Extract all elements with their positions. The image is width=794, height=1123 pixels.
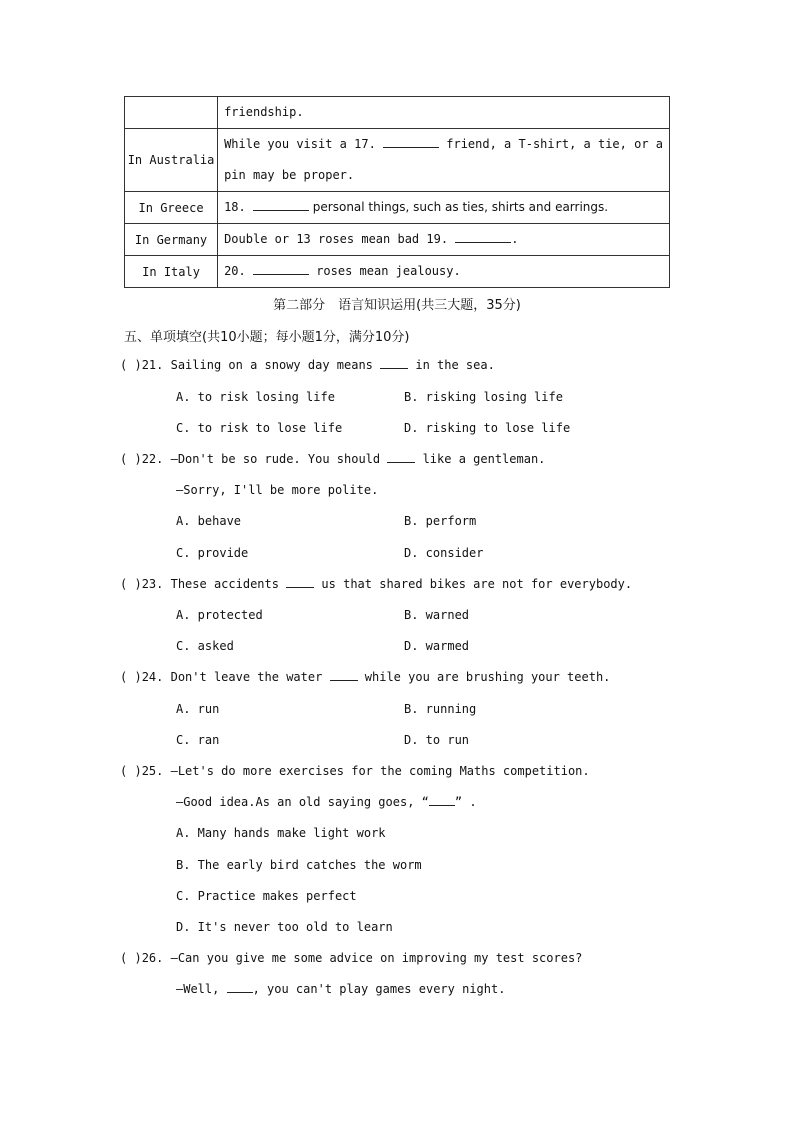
option-b: B. perform	[404, 514, 477, 528]
country-cell: In Italy	[125, 256, 218, 288]
option-a: A. behave	[176, 514, 242, 528]
dialogue-line: —Well, , you can't play games every night.	[176, 982, 506, 996]
table-row	[125, 256, 670, 288]
option-b: B. The early bird catches the worm	[176, 858, 422, 872]
answer-blank	[429, 795, 455, 806]
question-22: ( )22. —Don't be so rude. You should like a gentleman.	[120, 452, 546, 466]
option-d: D. risking to lose life	[404, 421, 571, 435]
country-cell	[125, 97, 218, 129]
option-a: A. protected	[176, 608, 263, 622]
content-cell: friendship.	[218, 97, 670, 129]
content-cell: While you visit a 17. friend, a T-shirt, a tie, or a pin may be proper.	[218, 129, 670, 192]
country-cell: In Germany	[125, 224, 218, 256]
option-b: B. running	[404, 702, 477, 716]
option-a: A. run	[176, 702, 220, 716]
question-23: ( )23. These accidents us that shared bikes are not for everybody.	[120, 577, 633, 591]
content-cell: 20. roses mean jealousy.	[218, 256, 670, 288]
dialogue-line: —Good idea.As an old saying goes, “ ” .	[176, 795, 477, 809]
answer-blank	[227, 982, 253, 993]
answer-blank	[253, 200, 309, 211]
option-d: D. to run	[404, 733, 470, 747]
option-d: D. warmed	[404, 639, 470, 653]
answer-blank	[383, 137, 439, 148]
answer-blank	[330, 670, 358, 681]
content-cell: 18. personal things, such as ties, shirts and earrings.	[218, 192, 670, 224]
option-a: A. to risk losing life	[176, 390, 335, 404]
answer-blank	[286, 577, 314, 588]
option-d: D. consider	[404, 546, 484, 560]
table-row	[125, 224, 670, 256]
question-21: ( )21. Sailing on a snowy day means in the sea.	[120, 358, 495, 372]
option-c: C. asked	[176, 639, 234, 653]
dialogue-line: —Sorry, I'll be more polite.	[176, 483, 379, 497]
table-row	[125, 97, 670, 129]
option-c: C. Practice makes perfect	[176, 889, 357, 903]
option-c: C. ran	[176, 733, 220, 747]
answer-blank	[380, 358, 408, 369]
country-cell: In Greece	[125, 192, 218, 224]
question-25: ( )25. —Let's do more exercises for the coming Maths competition.	[120, 764, 590, 778]
answer-blank	[455, 232, 511, 243]
content-cell: Double or 13 roses mean bad 19. .	[218, 224, 670, 256]
option-c: C. provide	[176, 546, 249, 560]
table-row	[125, 129, 670, 192]
option-c: C. to risk to lose life	[176, 421, 343, 435]
country-cell: In Australia	[125, 129, 218, 192]
culture-table	[124, 96, 670, 288]
part-title: 第二部分 语言知识运用(共三大题，35分)	[273, 298, 521, 313]
section-title: 五、单项填空(共10小题；每小题1分，满分10分)	[124, 330, 410, 345]
option-a: A. Many hands make light work	[176, 826, 386, 840]
question-24: ( )24. Don't leave the water while you are brushing your teeth.	[120, 670, 611, 684]
answer-blank	[253, 264, 309, 275]
option-b: B. warned	[404, 608, 470, 622]
table-row	[125, 192, 670, 224]
option-d: D. It's never too old to learn	[176, 920, 393, 934]
question-26: ( )26. —Can you give me some advice on improving my test scores?	[120, 951, 583, 965]
option-b: B. risking losing life	[404, 390, 563, 404]
answer-blank	[387, 452, 415, 463]
